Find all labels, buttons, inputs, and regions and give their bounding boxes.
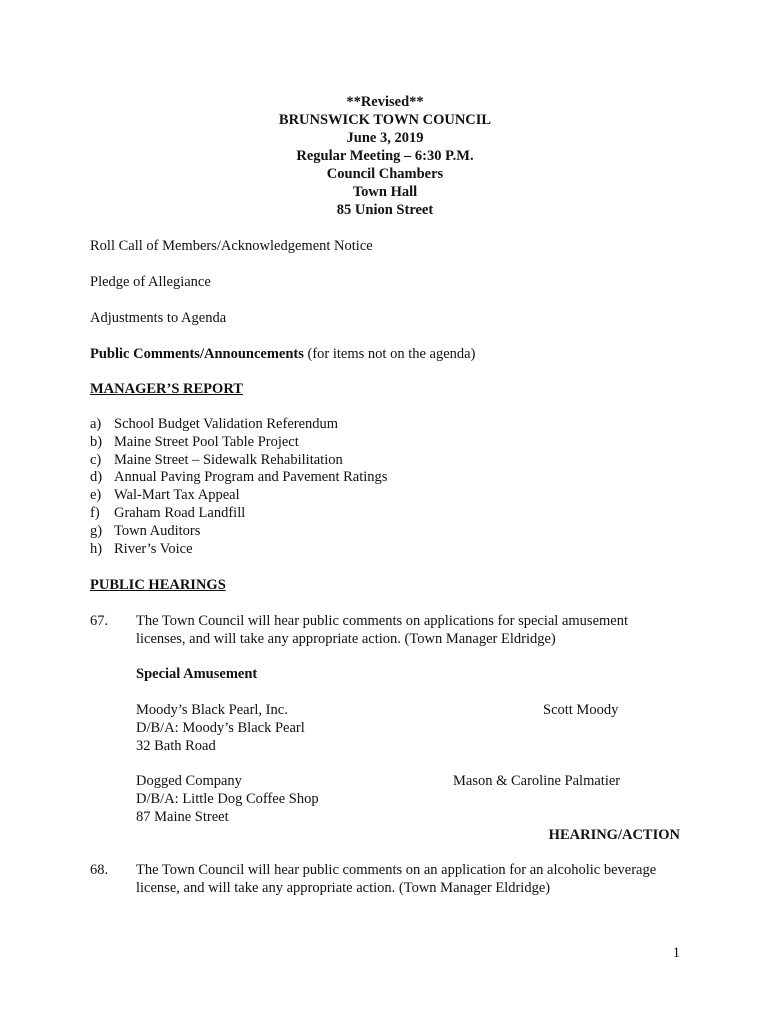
meeting-date: June 3, 2019	[346, 130, 424, 146]
list-item	[90, 540, 387, 558]
list-letter: a)	[90, 416, 102, 432]
pledge: Pledge of Allegiance	[90, 274, 211, 290]
agenda-header	[0, 93, 770, 219]
list-item	[90, 468, 387, 486]
applicant-1-block	[136, 701, 305, 755]
applicant-dba: D/B/A: Moody’s Black Pearl	[136, 720, 305, 736]
applicant-name: Dogged Company	[136, 773, 242, 789]
list-text: River’s Voice	[114, 540, 193, 557]
list-text: Maine Street Pool Table Project	[114, 433, 299, 450]
roll-call: Roll Call of Members/Acknowledgement Notice	[90, 238, 373, 254]
list-text: Maine Street – Sidewalk Rehabilitation	[114, 451, 343, 468]
list-text: Annual Paving Program and Pavement Ratings	[114, 469, 388, 486]
public-comments-title: Public Comments/Announcements	[90, 346, 304, 362]
applicant-address: 87 Maine Street	[136, 809, 229, 825]
item-description	[136, 612, 696, 648]
public-comments	[90, 345, 475, 363]
list-text: School Budget Validation Referendum	[114, 416, 339, 432]
list-letter: h)	[90, 540, 103, 557]
meeting-type: Regular Meeting – 6:30 P.M.	[296, 148, 474, 164]
list-item	[90, 504, 387, 522]
page-number: 1	[672, 945, 680, 961]
managers-report-list	[90, 415, 387, 557]
public-hearings-heading: PUBLIC HEARINGS	[90, 577, 226, 593]
meeting-building: Town Hall	[352, 184, 418, 200]
applicant-2-owner: Mason & Caroline Palmatier	[453, 773, 621, 789]
list-letter: f)	[90, 504, 100, 521]
list-text: Town Auditors	[114, 522, 201, 539]
applicant-2-block	[136, 772, 319, 826]
adjustments: Adjustments to Agenda	[90, 310, 227, 326]
item-description	[136, 861, 696, 897]
list-item	[90, 433, 387, 451]
list-text: Graham Road Landfill	[114, 504, 246, 521]
hearing-action-label: HEARING/ACTION	[548, 827, 680, 843]
list-letter: d)	[90, 469, 103, 486]
council-name: BRUNSWICK TOWN COUNCIL	[278, 112, 492, 128]
item-line: licenses, and will take any appropriate action. (Town Manager Eldridge)	[136, 631, 556, 647]
item-line: The Town Council will hear public comments on applications for special amusement	[136, 613, 629, 629]
applicant-name: Moody’s Black Pearl, Inc.	[136, 702, 288, 718]
public-comments-note: (for items not on the agenda)	[303, 346, 476, 362]
list-item	[90, 451, 387, 469]
list-letter: b)	[90, 433, 103, 450]
revised-label: **Revised**	[346, 94, 424, 110]
applicant-1-owner: Scott Moody	[543, 702, 619, 718]
special-amusement-heading: Special Amusement	[136, 666, 258, 682]
item-line: license, and will take any appropriate action. (Town Manager Eldridge)	[136, 880, 551, 896]
list-item	[90, 486, 387, 504]
meeting-room: Council Chambers	[326, 166, 444, 182]
list-letter: c)	[90, 451, 102, 468]
list-text: Wal-Mart Tax Appeal	[114, 487, 240, 504]
applicant-dba: D/B/A: Little Dog Coffee Shop	[136, 791, 319, 807]
list-item	[90, 522, 387, 540]
item-number: 67.	[90, 613, 109, 629]
meeting-address: 85 Union Street	[336, 202, 434, 218]
item-line: The Town Council will hear public comments on an application for an alcoholic beverage	[136, 862, 657, 878]
applicant-address: 32 Bath Road	[136, 738, 216, 754]
managers-report-heading: MANAGER’S REPORT	[90, 381, 243, 397]
list-letter: g)	[90, 522, 103, 539]
item-number: 68.	[90, 862, 109, 878]
list-item	[90, 415, 387, 433]
list-letter: e)	[90, 487, 102, 504]
